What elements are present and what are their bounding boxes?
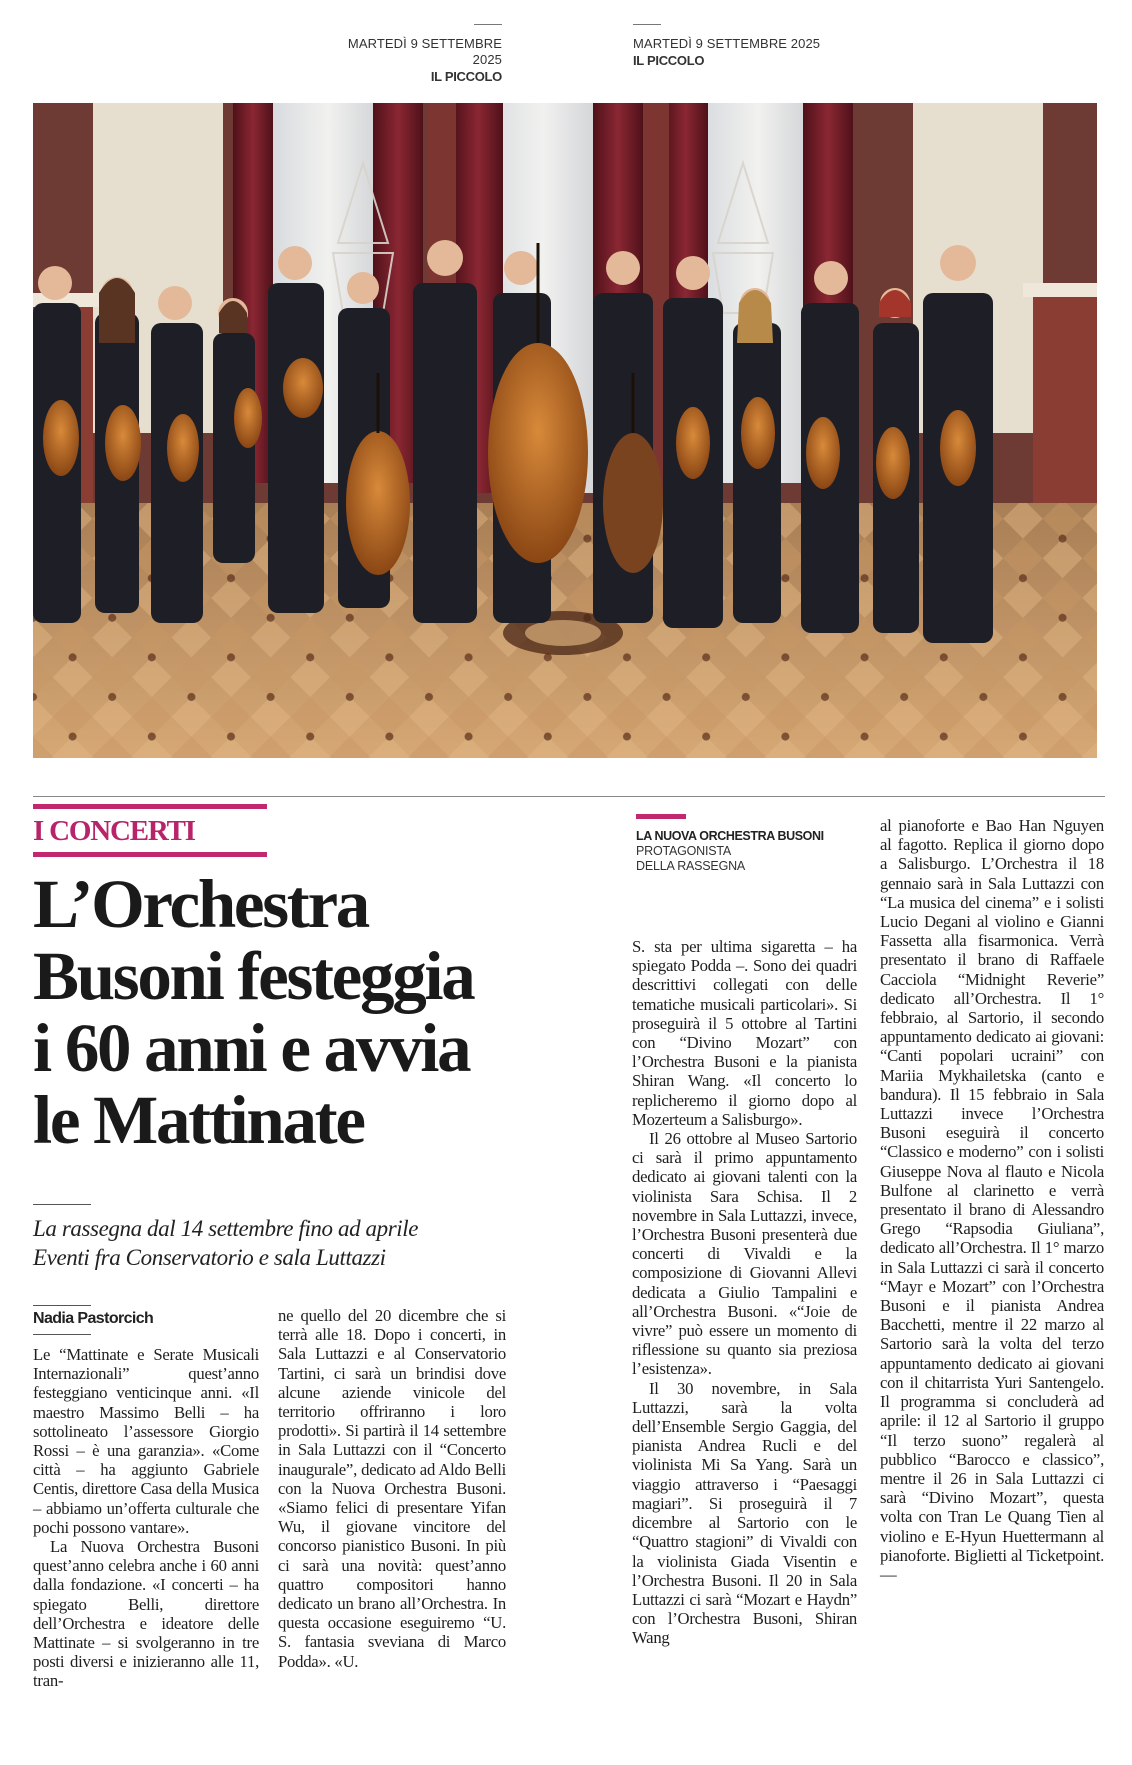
caption-rule (636, 814, 686, 819)
page-header-right (633, 24, 833, 69)
headline-line: le Mattinate (33, 1082, 364, 1158)
header-rule (633, 24, 661, 25)
article-column-2 (278, 1306, 506, 1671)
headline-line: i 60 anni e avvia (33, 1010, 470, 1086)
summary-rule (33, 1204, 91, 1205)
orchestra-group-photo (33, 103, 1097, 758)
headline-line: Busoni festeggia (33, 938, 474, 1014)
caption-subtitle-line: PROTAGONISTA (636, 844, 732, 858)
article-column-4 (880, 816, 1104, 1584)
photo-illustration (33, 103, 1097, 758)
article-column-1 (33, 1345, 259, 1691)
headline-line: L’Orchestra (33, 866, 368, 942)
article-headline (33, 868, 513, 1156)
summary-line: La rassegna dal 14 settembre fino ad aprile (33, 1216, 419, 1241)
kicker-rule-top (33, 804, 267, 809)
section-divider (33, 796, 1105, 797)
paragraph: S. sta per ultima sigaretta – ha spiegato Podda –. Sono dei quadri descrittivi collegati con delle tematiche musicali particolari». Si proseguirà il 5 ottobre al Tartini con “Divino Mozart” con l’Orchestra Busoni e la pianista Shiran Wang. «Il concerto lo replicheremo il giorno dopo al Mozerteum a Salisburgo». (632, 937, 857, 1129)
paragraph: La Nuova Orchestra Busoni quest’anno celebra anche i 60 anni dalla fondazione. «I concerti – ha spiegato Belli, direttore dell’Orchestra e ideatore delle Mattinate – si svolgeranno in tre posti diversi e inizieranno alle 11, tran- (33, 1537, 259, 1691)
paragraph: Il 30 novembre, in Sala Luttazzi, sarà la volta dell’Ensemble Sergio Gaggia, del pianista Andrea Rucli e del violinista Mi Sa Yang. Sarà un viaggio attraverso i “Paesaggi magiari”. Si proseguirà il 7 dicembre al Sartorio con le “Quattro stagioni” di Vivaldi con la violinista Giada Visentin e l’Orchestra Busoni. Il 20 in Sala Luttazzi ci sarà “Mozart e Haydn” con l’Orchestra Busoni, Shiran Wang (632, 1378, 857, 1648)
article-column-3 (632, 937, 857, 1648)
photo-caption (636, 829, 824, 874)
kicker-rule-bottom (33, 852, 267, 857)
publication-date: MARTEDÌ 9 SETTEMBRE 2025 (633, 36, 821, 51)
summary-line: Eventi fra Conservatorio e sala Luttazzi (33, 1245, 386, 1270)
article-summary (33, 1214, 513, 1272)
author-byline: Nadia Pastorcich (33, 1310, 154, 1327)
caption-title: LA NUOVA ORCHESTRA BUSONI (636, 829, 824, 843)
newspaper-name: IL PICCOLO (633, 53, 705, 68)
newspaper-name: IL PICCOLO (430, 69, 502, 84)
byline-rule-bottom (33, 1334, 91, 1335)
page-header-left (320, 24, 502, 85)
caption-subtitle-line: DELLA RASSEGNA (636, 859, 746, 873)
section-kicker: I CONCERTI (33, 815, 195, 847)
publication-date: MARTEDÌ 9 SETTEMBRE 2025 (347, 36, 502, 67)
paragraph: Il 26 ottobre al Museo Sartorio ci sarà il primo appuntamento dedicato ai giovani talenti con la violinista Sara Schisa. Il 2 novembre in Sala Luttazzi, invece, l’Orchestra Busoni presenterà due concerti di Vivaldi e la composizione di Giovanni Allevi dedicata a Giulio Tampalini e all’Orchestra Busoni. «“Joie de vivre” può essere un momento di riflessione su quanto sia preziosa l’esistenza». (632, 1129, 857, 1379)
paragraph: ne quello del 20 dicembre che si terrà alle 18. Dopo i concerti, in Sala Luttazzi e al Conservatorio Tartini, ci sarà un brindisi dove alcune aziende vinicole del territorio offriranno i loro prodotti». Si partirà il 14 settembre in Sala Luttazzi con il “Concerto inaugurale”, dedicato ad Aldo Belli con la Nuova Orchestra Busoni. «Siamo felici di presentare Yifan Wu, il giovane vincitore del concorso pianistico Busoni. In più ci sarà una novità: quest’anno quattro compositori hanno dedicato un brano all’Orchestra. In questa occasione eseguiremo “U. S. fantasia sveviana di Marco Podda». «U. (278, 1306, 506, 1671)
header-rule (474, 24, 502, 25)
byline-rule-top (33, 1305, 91, 1306)
paragraph: Le “Mattinate e Serate Musicali Internazionali” quest’anno festeggiano venticinque anni. «Il maestro Massimo Belli – ha sottolineato l’assessore Giorgio Rossi – è una garanzia». «Come città – ha aggiunto Gabriele Centis, direttore Casa della Musica – abbiamo un’offerta culturale che pochi possono vantare». (33, 1345, 259, 1537)
paragraph: al pianoforte e Bao Han Nguyen al fagotto. Replica il giorno dopo a Salisburgo. L’Orchestra il 18 gennaio sarà in Sala Luttazzi con “La musica del cinema” e i solisti Lucio Degani al violino e Gianni Fassetta alla fisarmonica. Verrà presentato il brano di Raffaele Cacciola “Midnight Reverie” dedicato all’Orchestra. Il 1° febbraio, al Sartorio, il secondo appuntamento dedicato ai giovani: “Canti popolari ucraini” con Mariia Mykhailetska (canto e bandura). Il 15 febbraio in Sala Luttazzi invece l’Orchestra Busoni eseguirà il concerto “Classico e moderno” con i solisti Giuseppe Nova al flauto e Nicola Bulfone al clarinetto e verrà presentato il brano di Alessandro Grego “Rapsodia Giuliana”, dedicato all’Orchestra. Il 1° marzo in Sala Luttazzi ci sarà il concerto “Mayr e Mozart” con l’Orchestra Busoni e il pianista Andrea Bacchetti, mentre il 22 marzo al Sartorio sarà la volta del terzo appuntamento dedicato ai giovani con il chitarrista Yuri Santengelo. Il programma si concluderà ad aprile: il 12 al Sartorio il gruppo “Il terzo suono” regalerà al pubblico “Barocco e classico”, mentre il 26 in Sala Luttazzi ci sarà “Divino Mozart”, questa volta con Tran Le Quang Tien al violino e E-Hyun Huettermann al pianoforte. Biglietti al Ticketpoint. — (880, 816, 1104, 1584)
